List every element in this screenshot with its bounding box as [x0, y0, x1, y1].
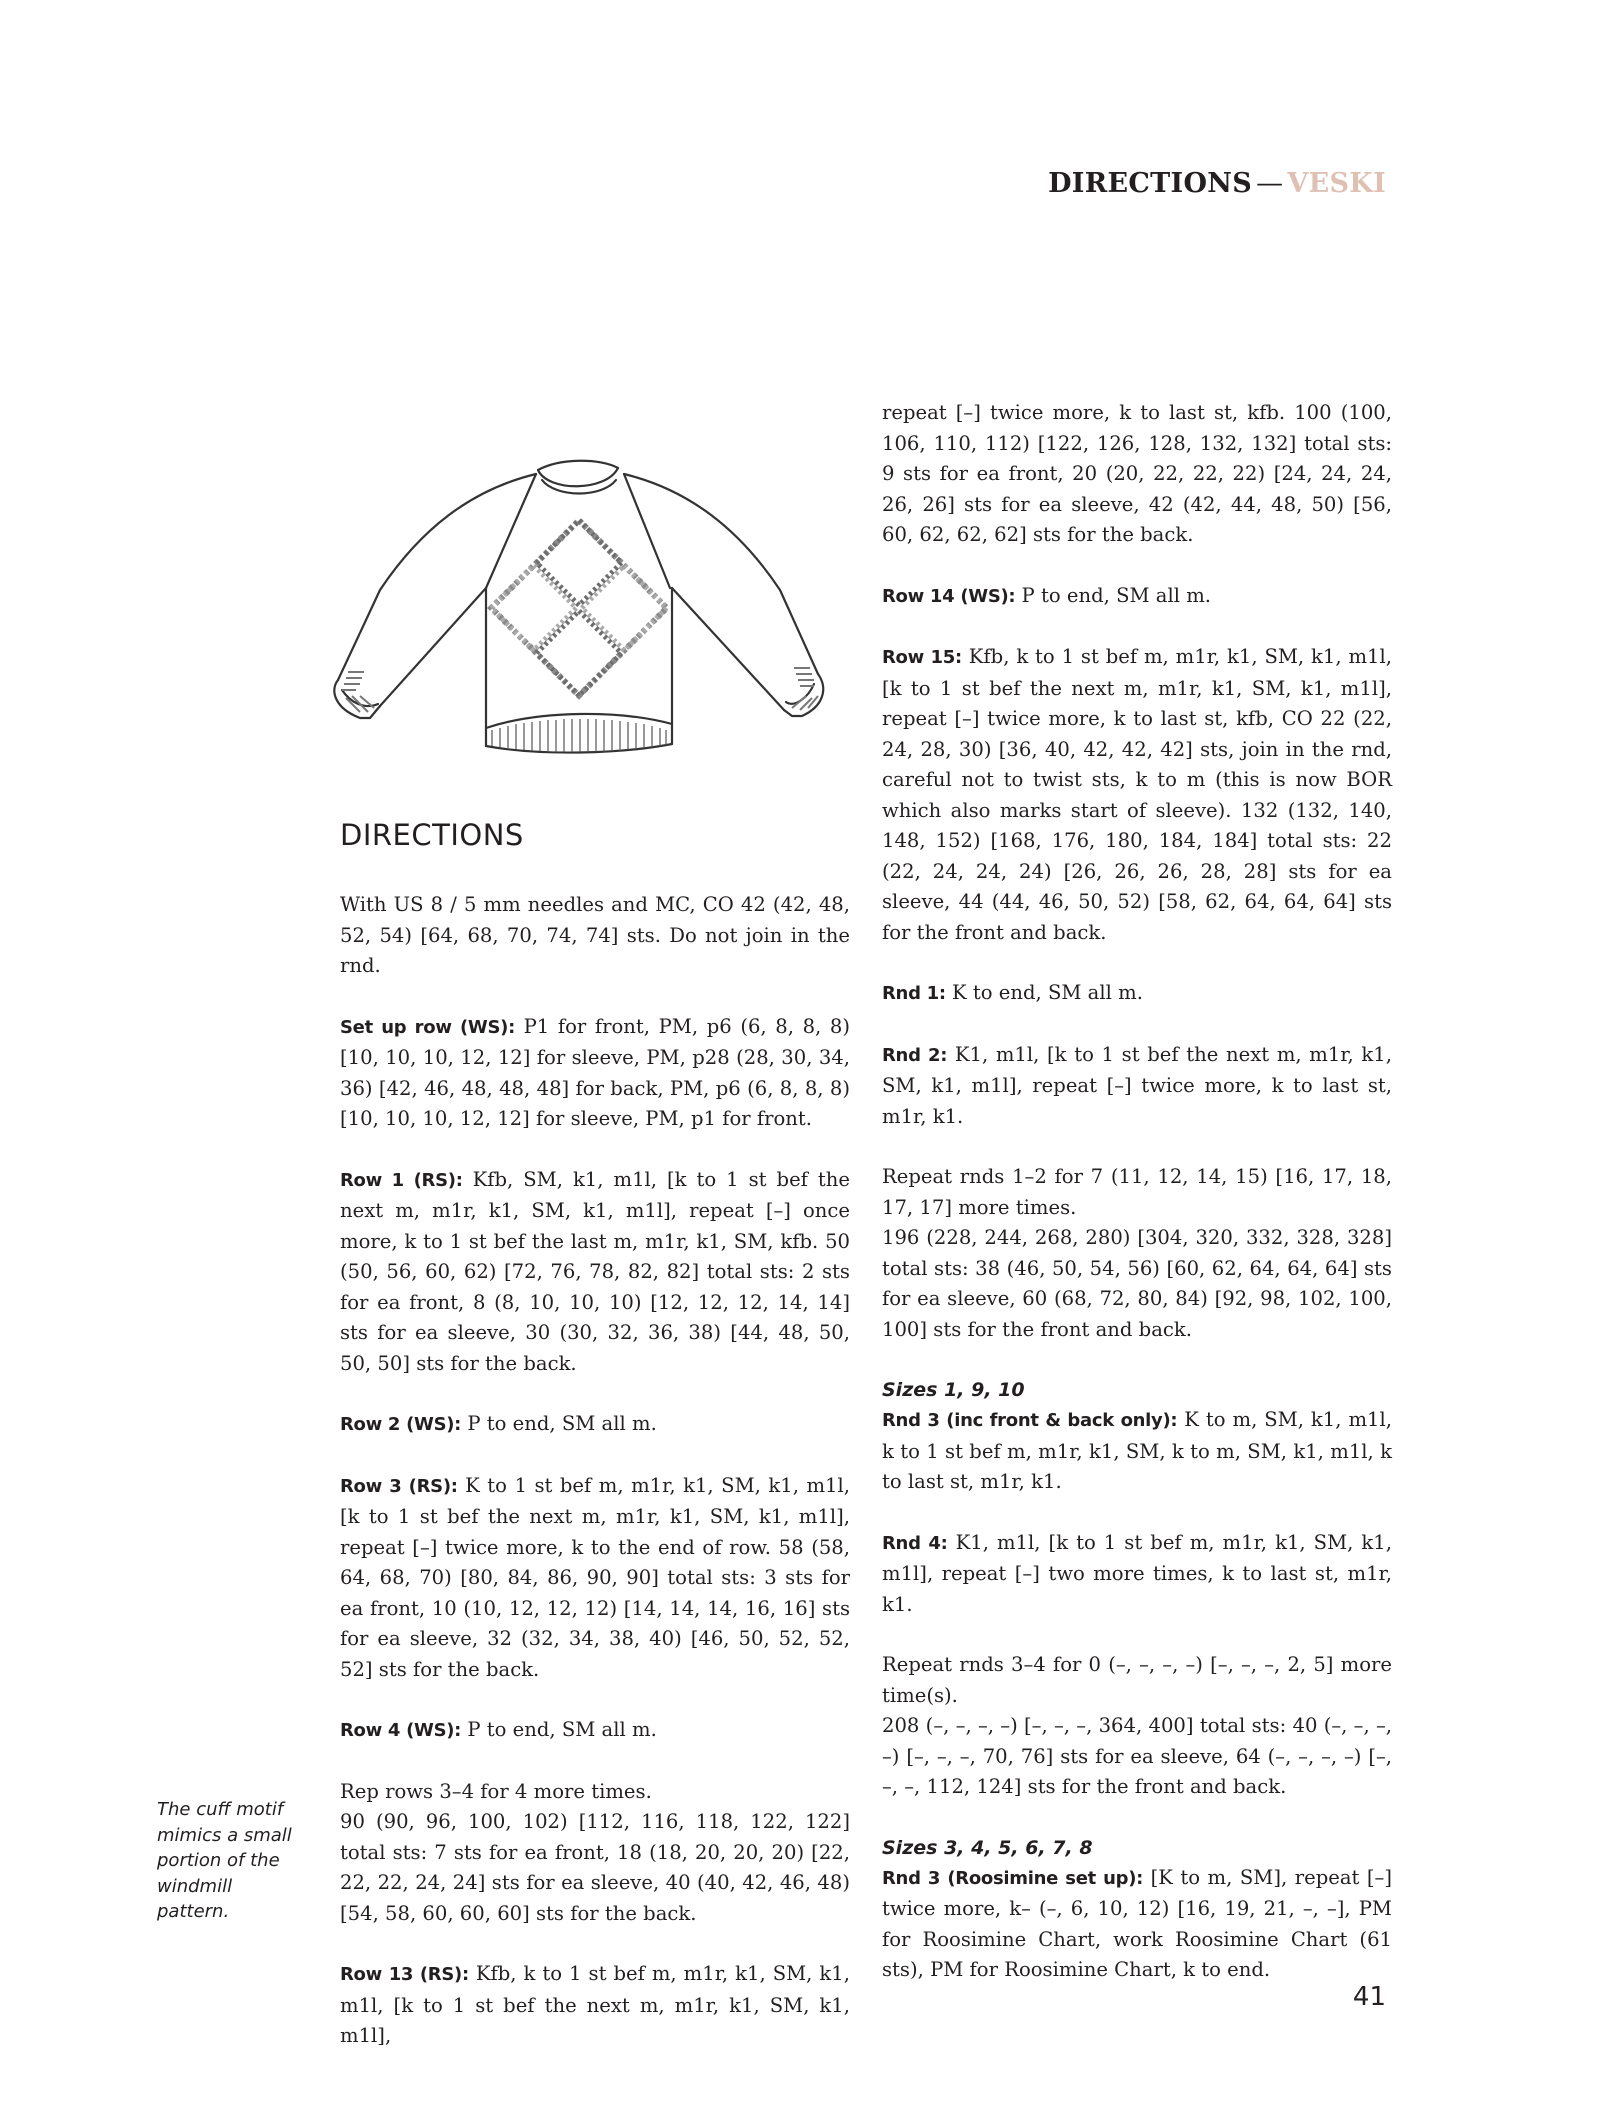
step-text: Kfb, k to 1 st bef m, m1r, k1, SM, k1, m1l, [k to 1 st bef the next m, m1r, k1, SM, k1, m1l], — [340, 1962, 850, 2047]
rnd4-step — [882, 1528, 1392, 1621]
row14-step — [882, 581, 1392, 613]
sweater-schematic-icon — [320, 440, 850, 770]
step-label: Row 4 (WS): — [340, 1720, 462, 1741]
step-label: Row 13 (RS): — [340, 1964, 469, 1985]
step-label: Set up row (WS): — [340, 1016, 515, 1038]
row13-step — [340, 1959, 850, 2052]
step-label: Rnd 4: — [882, 1532, 948, 1554]
step-label: Rnd 3 (Roosimine set up): — [882, 1867, 1144, 1889]
row13-continued: repeat [–] twice more, k to last st, kfb. 100 (100, 106, 110, 112) [122, 126, 128, 132, 132] total sts: 9 sts for ea front, 20 (20, 22, 22, 22) [24, 24, 24, 26, 26] sts for ea sleeve, 42 (42, 44, 48, 50) [56, 60, 62, 62, 62] sts for the back. — [882, 401, 1392, 546]
step-text: P1 for front, PM, p6 (6, 8, 8, 8) [10, 10, 10, 12, 12] for sleeve, PM, p28 (28, 30, 34, 36) [42, 46, 48, 48, 48] for back, PM, p6 (6, 8, 8, 8) [10, 10, 10, 12, 12] for sleeve, PM, p1 for front. — [340, 1014, 850, 1130]
rnd2-step — [882, 1040, 1392, 1133]
intro-paragraph: With US 8 / 5 mm needles and MC, CO 42 (42, 48, 52, 54) [64, 68, 70, 74, 74] sts. Do not join in the rnd. — [340, 893, 850, 977]
step-label: Row 3 (RS): — [340, 1475, 458, 1497]
right-column — [882, 398, 1392, 2016]
step-label: Row 1 (RS): — [340, 1169, 463, 1191]
row3-step — [340, 1471, 850, 1686]
step-text: Kfb, k to 1 st bef m, m1r, k1, SM, k1, m1l, [k to 1 st bef the next m, m1r, k1, SM, k1, m1l], repeat [–] twice more, k to last st, kfb, CO 22 (22, 24, 28, 30) [36, 40, 42, 42, 42] sts, join in the rnd, careful not to twist sts, k to m (this is now BOR which also marks start of sleeve). 132 (132, 140, 148, 152) [168, 176, 180, 184, 184] total sts: 22 (22, 24, 24, 24) [26, 26, 26, 28, 28] sts for ea sleeve, 44 (44, 46, 50, 52) [58, 62, 64, 64, 64] sts for the front and back. — [882, 645, 1392, 944]
totals-rnds-3-4: 208 (–, –, –, –) [–, –, –, 364, 400] total sts: 40 (–, –, –, –) [–, –, –, 70, 76] sts for ea sleeve, 64 (–, –, –, –) [–, –, –, 112, 124] sts for the front and back. — [882, 1714, 1392, 1798]
repeat-rnds-1-2: Repeat rnds 1–2 for 7 (11, 12, 14, 15) [16, 17, 18, 17, 17] more times. — [882, 1165, 1392, 1219]
sizes-1-9-10-section — [882, 1375, 1392, 1803]
step-label: Row 15: — [882, 647, 962, 668]
sizes-heading: Sizes 3, 4, 5, 6, 7, 8 — [882, 1836, 1093, 1859]
repeat-rnds-3-4: Repeat rnds 3–4 for 0 (–, –, –, –) [–, –, –, 2, 5] more time(s). — [882, 1653, 1392, 1707]
rnd3-roosimine-step — [882, 1863, 1392, 1986]
step-text: K1, m1l, [k to 1 st bef the next m, m1r, k1, SM, k1, m1l], repeat [–] twice more, k to last st, m1r, k1. — [882, 1042, 1392, 1128]
side-note: The cuff motif mimics a small portion of the windmill pattern. — [157, 1799, 292, 1922]
row4-step — [340, 1715, 850, 1747]
sizes-3-8-section — [882, 1833, 1392, 1986]
totals-rnds-1-2: 196 (228, 244, 268, 280) [304, 320, 332, 328, 328] total sts: 38 (46, 50, 54, 56) [60, 62, 64, 64, 64] sts for ea sleeve, 60 (68, 72, 80, 84) [92, 98, 102, 100, 100] sts for the front and back. — [882, 1226, 1392, 1341]
row1-step — [340, 1165, 850, 1380]
sizes-heading: Sizes 1, 9, 10 — [882, 1379, 1025, 1401]
running-head-pattern-name: VESKI — [1287, 168, 1386, 199]
running-head-dash: — — [1256, 168, 1284, 199]
step-text: P to end, SM all m. — [461, 1412, 657, 1435]
running-head-title: DIRECTIONS — [1048, 168, 1253, 199]
step-label: Row 14 (WS): — [882, 585, 1016, 607]
rnd3-inc-step — [882, 1405, 1392, 1498]
step-label: Rnd 1: — [882, 983, 946, 1004]
step-text: P to end, SM all m. — [1015, 583, 1212, 607]
repeat-rows-instruction: Rep rows 3–4 for 4 more times. — [340, 1779, 652, 1803]
step-text: P to end, SM all m. — [461, 1718, 657, 1741]
cuff-motif — [342, 668, 818, 712]
rnd1-step — [882, 978, 1392, 1010]
step-text: [K to m, SM], repeat [–] twice more, k– (–, 6, 10, 12) [16, 19, 21, –, –], PM for Roosimine Chart, work Roosimine Chart (61 sts), PM for Roosimine Chart, k to end. — [882, 1865, 1392, 1981]
step-text: K1, m1l, [k to 1 st bef m, m1r, k1, SM, k1, m1l], repeat [–] two more times, k to last st, m1r, k1. — [882, 1530, 1392, 1616]
repeat-rows-totals: 90 (90, 96, 100, 102) [112, 116, 118, 122, 122] total sts: 7 sts for ea front, 18 (18, 20, 20, 20) [22, 22, 22, 24, 24] sts for ea sleeve, 40 (40, 42, 46, 48) [54, 58, 60, 60, 60] sts for the back. — [340, 1810, 850, 1925]
hem-ribbing — [492, 719, 666, 752]
step-label: Row 2 (WS): — [340, 1414, 462, 1435]
step-label: Rnd 3 (inc front & back only): — [882, 1410, 1178, 1431]
setup-row-step — [340, 1012, 850, 1135]
step-label: Rnd 2: — [882, 1044, 948, 1066]
running-head — [1048, 168, 1386, 199]
step-text: K to end, SM all m. — [945, 981, 1143, 1004]
page-number: 41 — [1352, 1982, 1386, 2012]
step-text: Kfb, SM, k1, m1l, [k to 1 st bef the next m, m1r, k1, SM, k1, m1l], repeat [–] once more, k to 1 st bef the last m, m1r, k1, SM, kfb. 50 (50, 56, 60, 62) [72, 76, 78, 82, 82] total sts: 2 sts for ea front, 8 (8, 10, 10, 10) [12, 12, 12, 14, 14] sts for ea sleeve, 30 (30, 32, 36, 38) [44, 48, 50, 50, 50] sts for the back. — [340, 1167, 851, 1375]
step-text: K to m, SM, k1, m1l, k to 1 st bef m, m1r, k1, SM, k to m, SM, k1, m1l, k to last st, m1r, k1. — [882, 1408, 1392, 1493]
row2-step — [340, 1409, 850, 1441]
sweater-illustration — [320, 440, 850, 770]
step-text: K to 1 st bef m, m1r, k1, SM, k1, m1l, [k to 1 st bef the next m, m1r, k1, SM, k1, m1l], repeat [–] twice more, k to the end of row. 58 (58, 64, 68, 70) [80, 84, 86, 90, 90] total sts: 3 sts for ea front, 10 (10, 12, 12, 12) [14, 14, 14, 16, 16] sts for ea sleeve, 32 (32, 34, 38, 40) [46, 50, 52, 52, 52] sts for the back. — [340, 1473, 850, 1681]
left-column — [340, 890, 850, 2082]
windmill-motif — [491, 520, 666, 695]
section-title: DIRECTIONS — [340, 818, 524, 852]
row15-step — [882, 642, 1392, 948]
